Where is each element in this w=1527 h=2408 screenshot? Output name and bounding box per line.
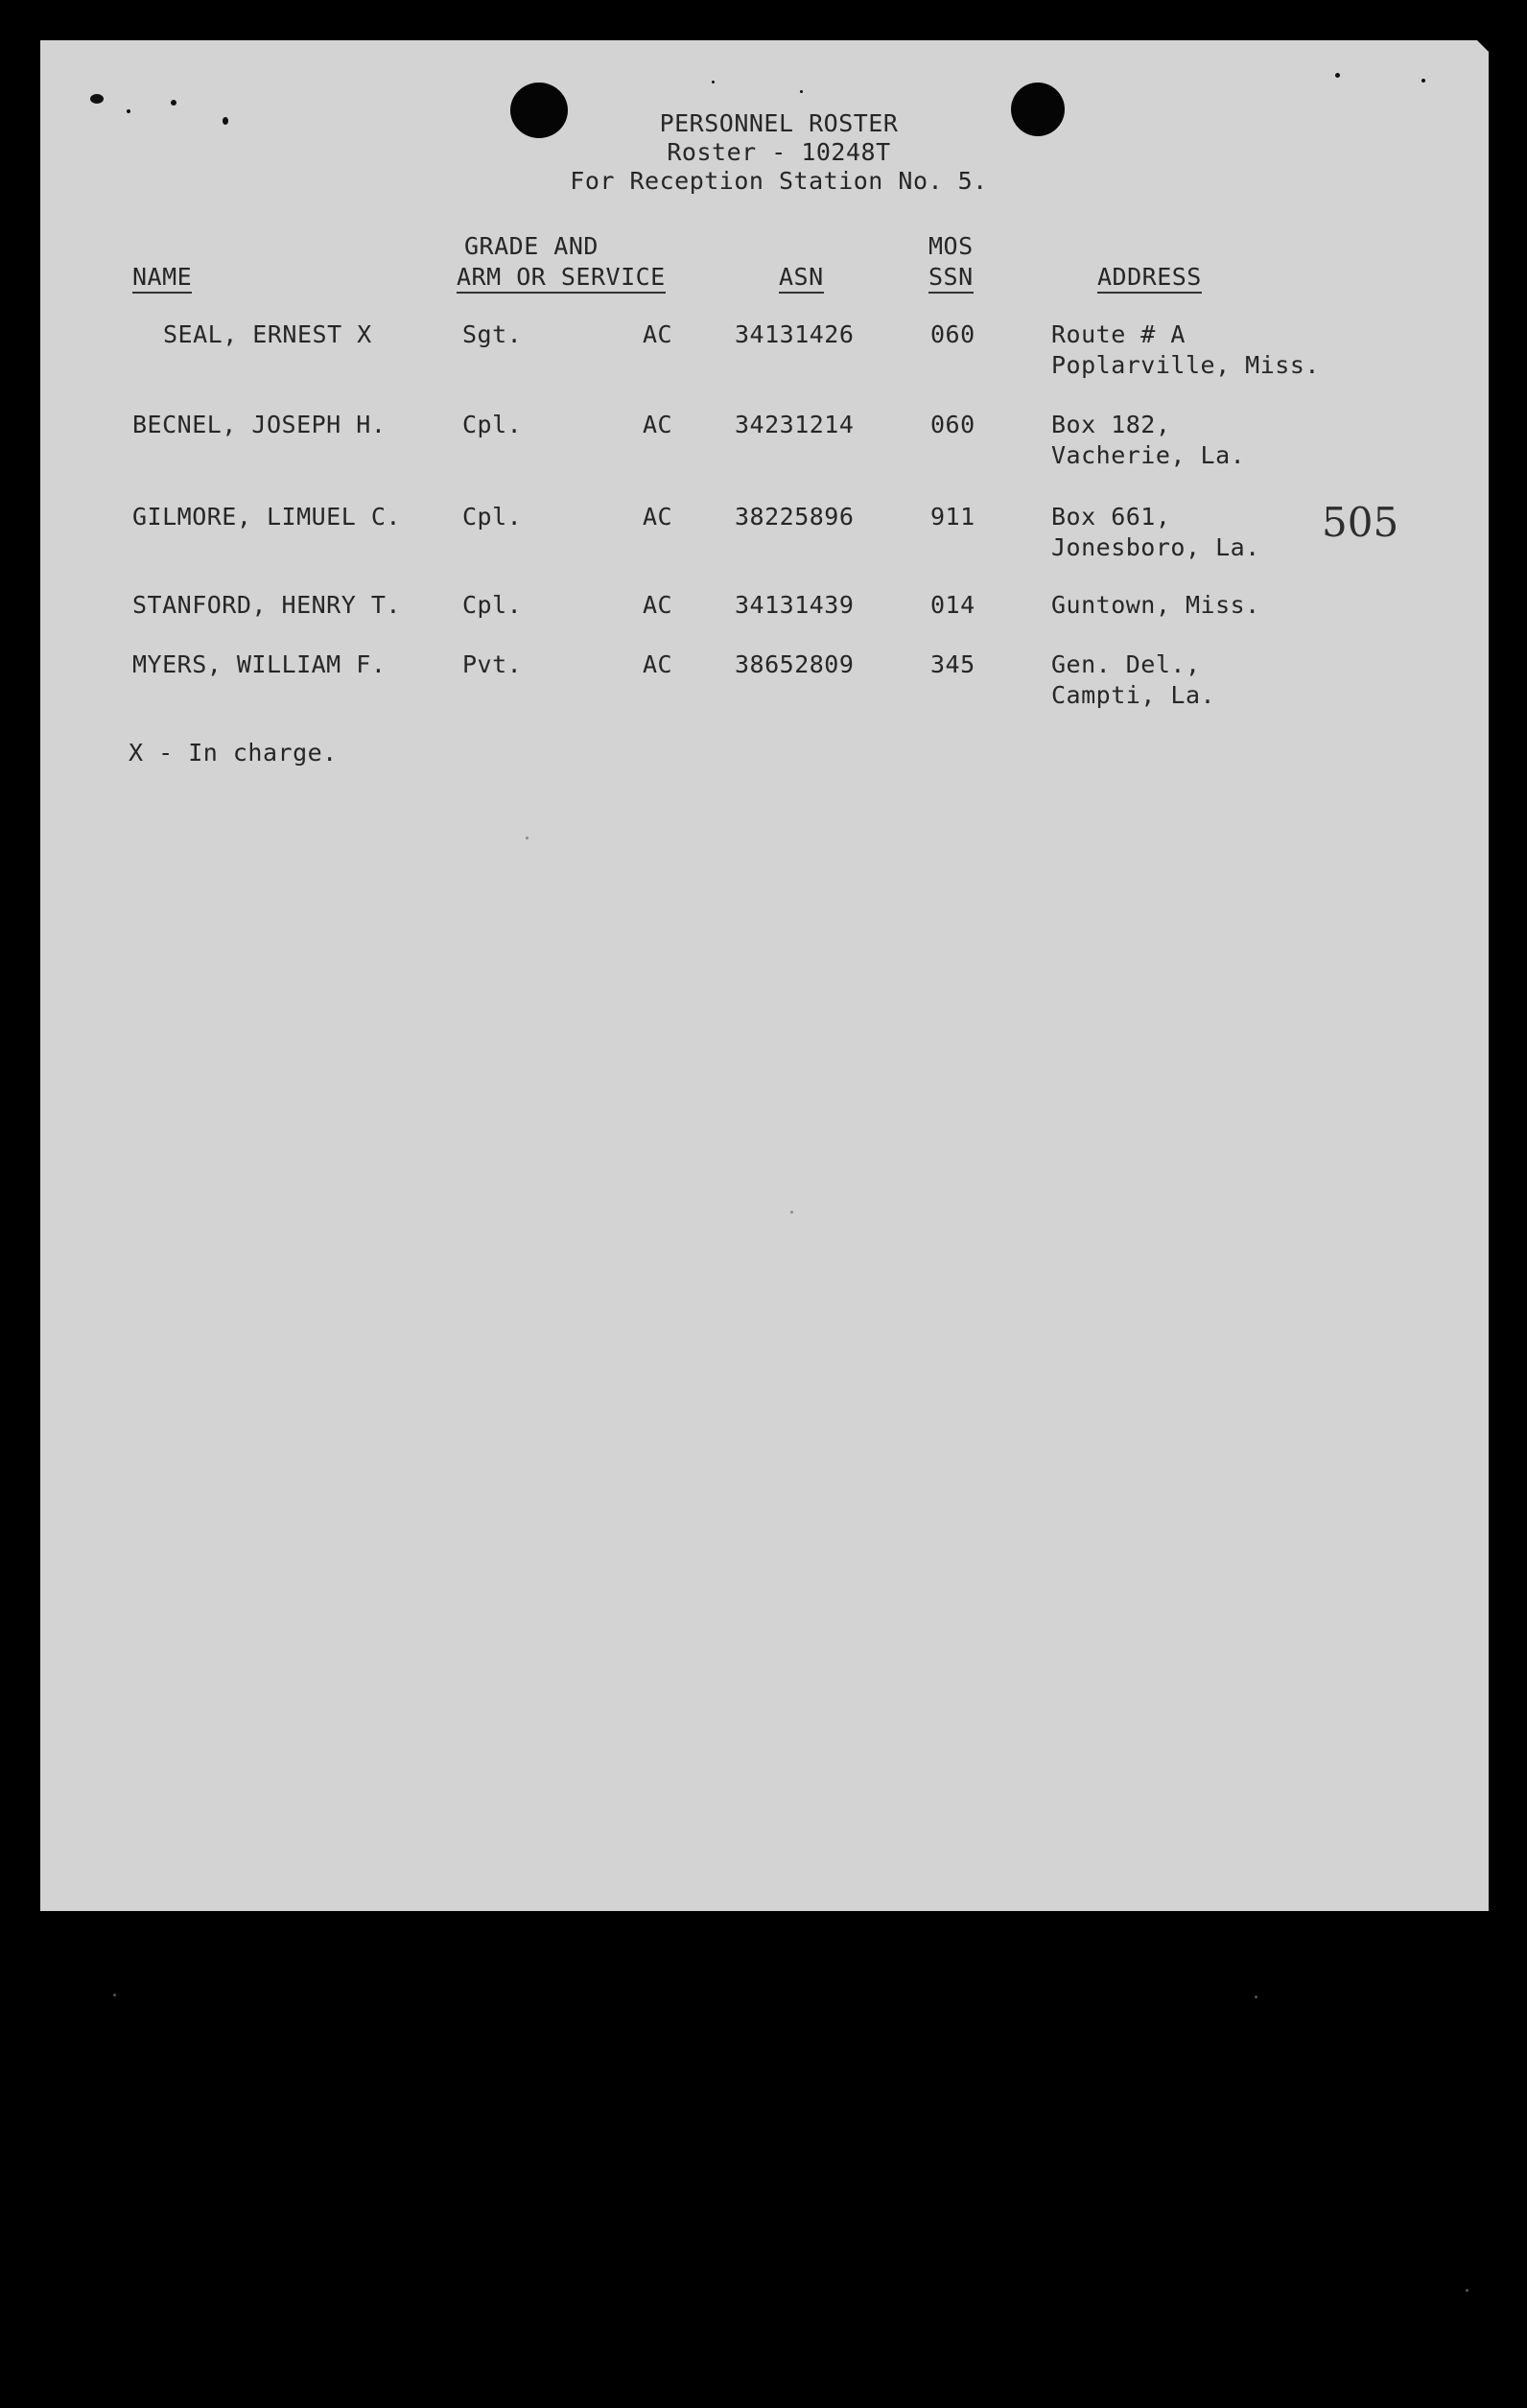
ink-speck: [800, 90, 803, 93]
page-stamp-number: 505: [1322, 499, 1399, 546]
border-speck: [1466, 2289, 1468, 2292]
row-mos: 345: [930, 650, 975, 678]
row-name: SEAL, ERNEST X: [163, 320, 372, 348]
row-address-line2: Jonesboro, La.: [1051, 533, 1260, 561]
col-header-address: [1097, 263, 1202, 291]
col-header-name: [132, 263, 192, 291]
col-header-asn: [779, 263, 824, 291]
row-mos: 014: [930, 591, 975, 619]
document-sheet: [40, 40, 1489, 1911]
row-grade: Pvt.: [462, 650, 523, 678]
col-header-grade-top: GRADE AND: [464, 232, 599, 260]
ink-speck: [171, 100, 176, 106]
row-address-line1: Route # A: [1051, 320, 1186, 348]
row-address-line2: Poplarville, Miss.: [1051, 351, 1320, 379]
row-grade: Sgt.: [462, 320, 523, 348]
ink-speck: [1335, 73, 1340, 78]
row-address-line2: Campti, La.: [1051, 681, 1216, 709]
ink-speck: [90, 94, 104, 104]
row-name: STANFORD, HENRY T.: [132, 591, 401, 619]
footnote: X - In charge.: [129, 739, 338, 767]
row-address-line1: Guntown, Miss.: [1051, 591, 1260, 619]
row-asn: 34231214: [735, 411, 855, 438]
roster-station: For Reception Station No. 5.: [570, 167, 988, 195]
ink-speck: [1421, 79, 1425, 83]
ink-speck: [127, 109, 130, 113]
row-arm: AC: [643, 591, 673, 619]
roster-number: Roster - 10248T: [667, 138, 891, 166]
row-grade: Cpl.: [462, 591, 523, 619]
row-grade: Cpl.: [462, 411, 523, 438]
row-asn: 34131439: [735, 591, 855, 619]
row-name: BECNEL, JOSEPH H.: [132, 411, 387, 438]
row-address-line2: Vacherie, La.: [1051, 441, 1246, 469]
row-mos: 060: [930, 320, 975, 348]
row-asn: 34131426: [735, 320, 855, 348]
punch-hole-left: [510, 83, 568, 138]
col-header-grade-bottom-text: ARM OR SERVICE: [457, 263, 666, 294]
ink-speck: [223, 117, 228, 125]
col-header-ssn-text: SSN: [928, 263, 974, 294]
row-arm: AC: [643, 320, 673, 348]
row-grade: Cpl.: [462, 503, 523, 531]
row-arm: AC: [643, 411, 673, 438]
row-arm: AC: [643, 503, 673, 531]
row-asn: 38652809: [735, 650, 855, 678]
row-address-line1: Gen. Del.,: [1051, 650, 1201, 678]
folded-corner: [1476, 39, 1490, 53]
row-name: MYERS, WILLIAM F.: [132, 650, 387, 678]
border-speck: [113, 1994, 116, 1996]
col-header-address-text: ADDRESS: [1097, 263, 1202, 294]
ink-speck: [712, 81, 715, 83]
col-header-asn-text: ASN: [779, 263, 824, 294]
roster-title: PERSONNEL ROSTER: [659, 109, 899, 137]
col-header-grade-bottom: [457, 263, 666, 291]
row-mos: 060: [930, 411, 975, 438]
row-mos: 911: [930, 503, 975, 531]
row-asn: 38225896: [735, 503, 855, 531]
faint-mark: [790, 1211, 793, 1214]
row-name: GILMORE, LIMUEL C.: [132, 503, 401, 531]
faint-mark: [526, 837, 529, 839]
col-header-ssn: [928, 263, 974, 291]
punch-hole-right: [1011, 83, 1065, 136]
row-arm: AC: [643, 650, 673, 678]
border-speck: [1255, 1995, 1257, 1998]
col-header-name-text: NAME: [132, 263, 192, 294]
col-header-mos: MOS: [928, 232, 974, 260]
row-address-line1: Box 182,: [1051, 411, 1171, 438]
row-address-line1: Box 661,: [1051, 503, 1171, 531]
